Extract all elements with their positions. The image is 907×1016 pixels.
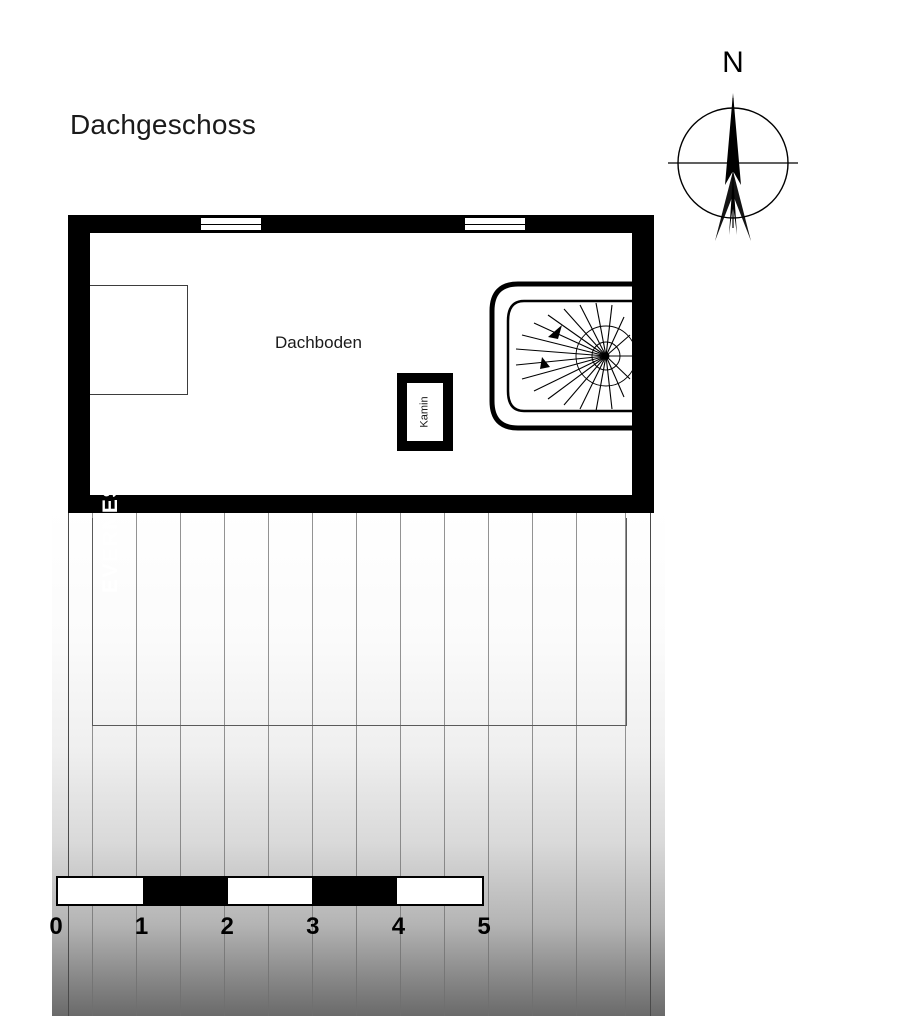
staircase <box>488 281 632 431</box>
north-compass <box>663 45 803 250</box>
brand-watermark: EVERNEST <box>99 467 122 593</box>
window-right <box>465 216 525 232</box>
scale-tick: 3 <box>306 913 320 940</box>
wall-left <box>68 215 90 513</box>
chimney-label: Kamin <box>418 396 431 428</box>
scale-tick: 1 <box>134 913 149 940</box>
room-label-dachboden: Dachboden <box>275 333 362 352</box>
scale-tick: 5 <box>477 913 491 940</box>
window-left <box>201 216 261 232</box>
scale-bar <box>56 876 484 906</box>
plan-drawing <box>52 215 672 805</box>
chimney <box>397 373 453 451</box>
building-outline <box>68 215 654 513</box>
scale-segment <box>143 878 228 904</box>
wall-top <box>68 215 654 233</box>
scale-segment <box>312 878 397 904</box>
wall-bottom <box>68 495 654 513</box>
staircase-icon <box>488 281 632 431</box>
scale-segment <box>397 878 482 904</box>
roof-inner-outline <box>92 518 627 726</box>
north-label: N <box>722 46 744 79</box>
attic-interior <box>90 233 632 495</box>
scale-tick: 4 <box>391 913 406 940</box>
scale-tick-labels <box>49 912 491 944</box>
scale-segment <box>58 878 143 904</box>
scale-segment <box>228 878 313 904</box>
left-alcove <box>90 285 188 395</box>
page-title: Dachgeschoss <box>70 109 257 140</box>
roof-edge-right <box>650 508 651 1016</box>
wall-right <box>632 215 654 513</box>
scale-tick: 2 <box>220 913 234 940</box>
scale-tick: 0 <box>49 913 63 940</box>
